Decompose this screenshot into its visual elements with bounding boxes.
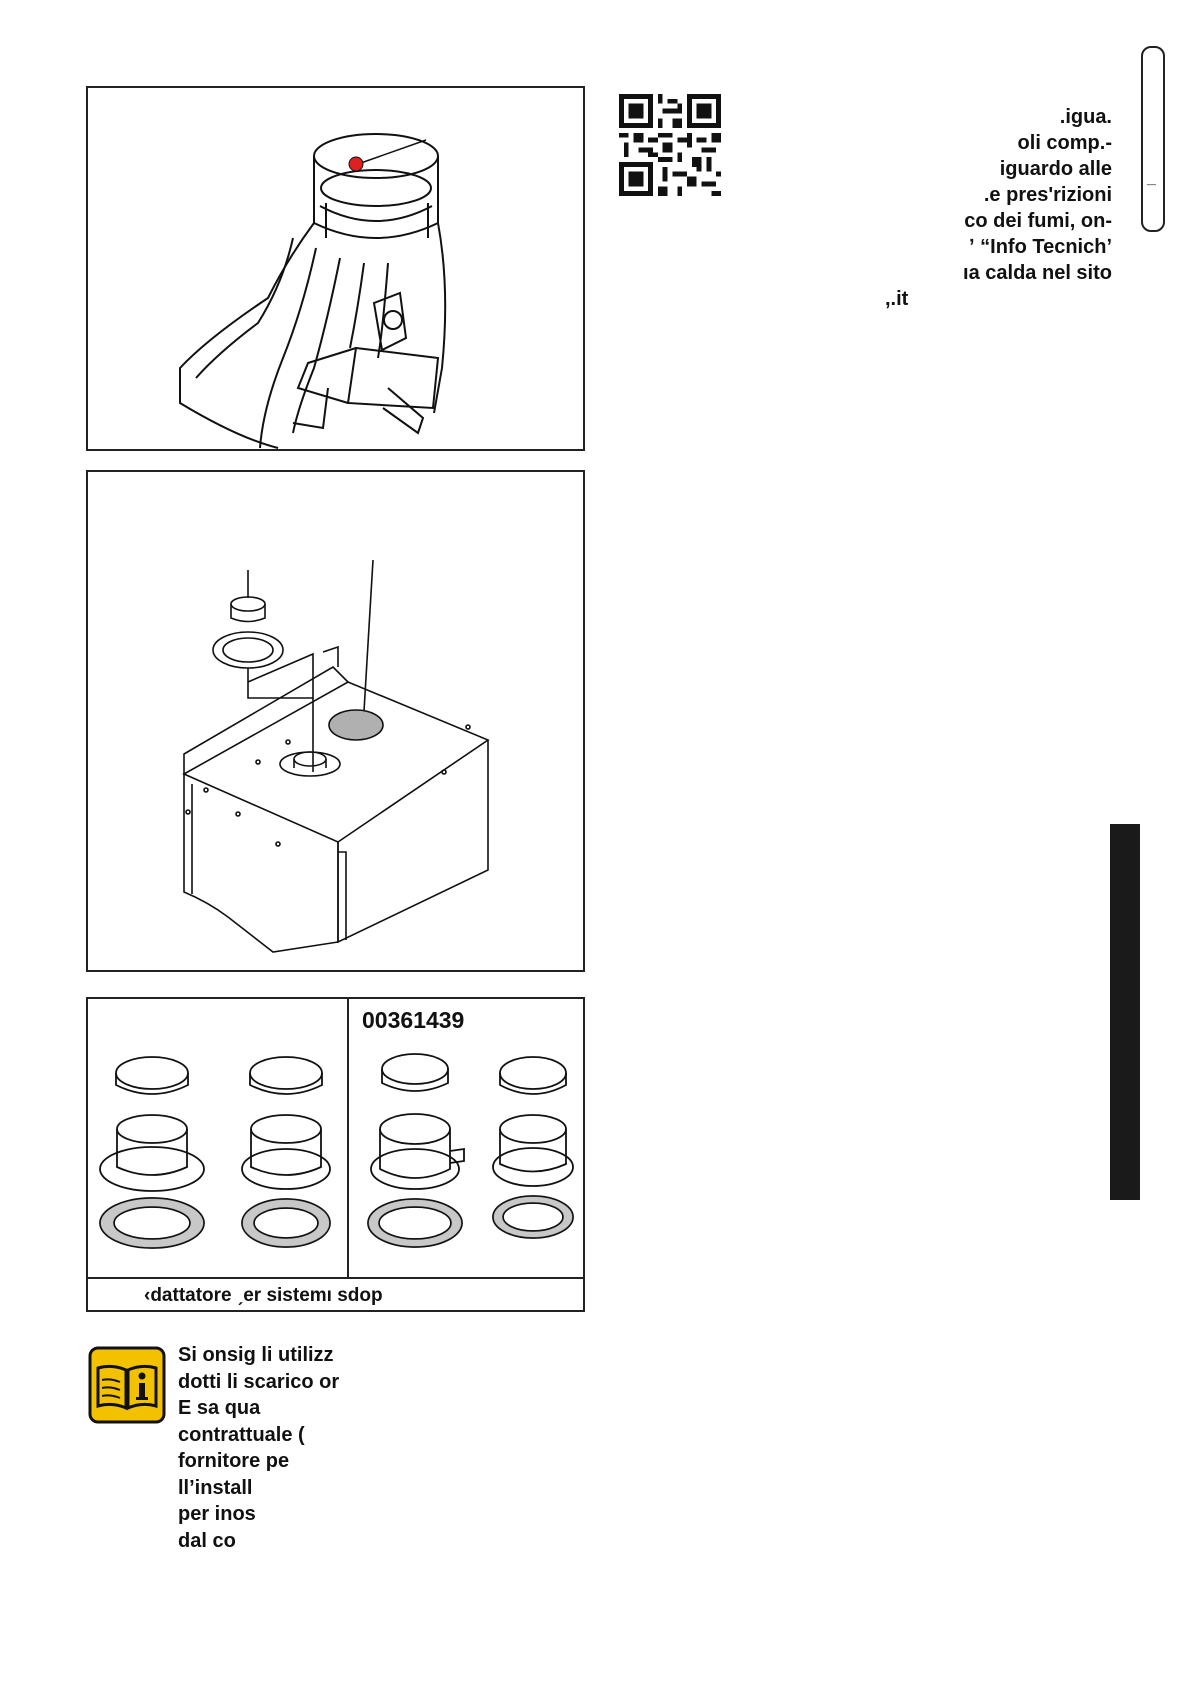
side-text-line: ʼ “Info Tecnichʼ [969, 236, 1112, 258]
chapter-tab-mark: _ [1147, 170, 1156, 187]
adapter-kits-drawing [88, 999, 583, 1275]
caption-separator [88, 1277, 583, 1279]
note-text-block [178, 1342, 558, 1554]
note-line: contrattuale ( [178, 1423, 305, 1446]
flue-adapter-drawing [88, 88, 583, 449]
kit-caption: ‹dattatore ˏer sistemı sdop [144, 1285, 383, 1306]
side-text-block [720, 104, 1112, 312]
note-line: ll’install [178, 1476, 253, 1499]
figure-boiler-top [86, 470, 585, 972]
side-text-line: co dei fumi, on- [964, 210, 1112, 232]
side-text-line: .igua. [1059, 106, 1112, 128]
boiler-top-drawing [88, 472, 583, 970]
figure-flue-adapter [86, 86, 585, 451]
note-line: Si onsig li utilizz [178, 1344, 334, 1366]
chapter-tab-outline [1141, 46, 1165, 232]
note-line: fornitore pe [178, 1450, 290, 1472]
note-line: dotti li scarico or [178, 1370, 340, 1393]
grey-cap [329, 710, 383, 740]
chapter-indicator-bar [1110, 824, 1140, 1200]
side-text-line: .e pres'rizioni [983, 184, 1112, 206]
red-marker-dot [349, 157, 363, 171]
side-text-line: ,.it [885, 288, 909, 310]
figure-adapter-kits [86, 997, 585, 1312]
qr-code-icon [619, 94, 721, 196]
side-text-line: iguardo alle [999, 158, 1112, 180]
manual-info-icon [88, 1346, 166, 1424]
kit-code: 00361439 [362, 1007, 465, 1033]
side-text-line: oli comp.- [1017, 132, 1112, 154]
side-text-line: ıa calda nel sito [963, 262, 1112, 284]
note-line: per inos [178, 1503, 256, 1525]
note-line: dal co [178, 1529, 236, 1552]
note-line: E sa qua [178, 1397, 261, 1419]
